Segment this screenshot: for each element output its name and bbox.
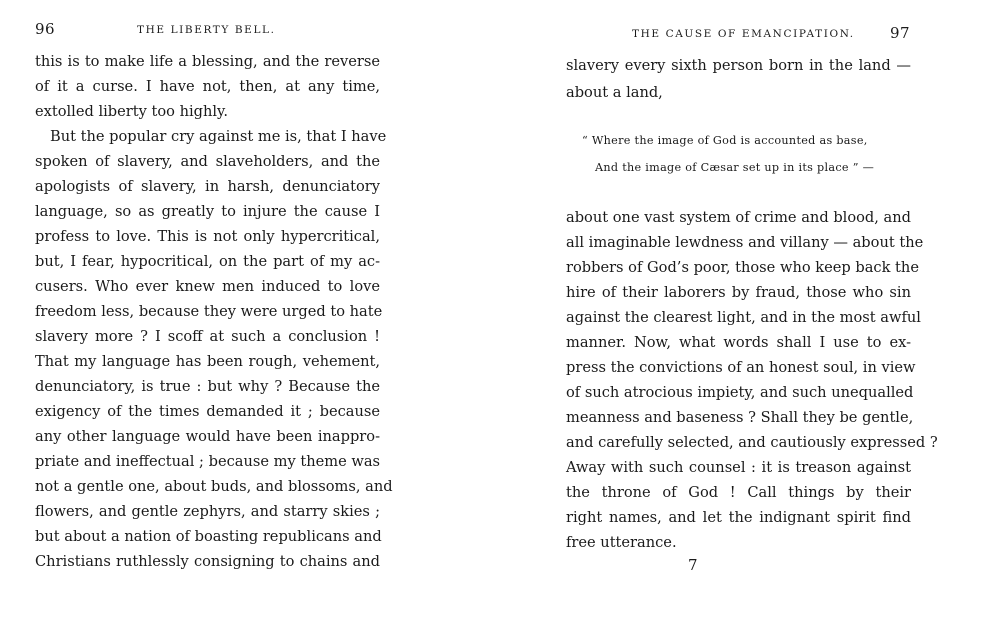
text-line: of it a curse. I have not, then, at any time, (35, 78, 380, 95)
text-line: not a gentle one, about buds, and blossoms, and (35, 478, 393, 495)
text-line: but about a nation of boasting republicans and (35, 528, 382, 545)
text-line: extolled liberty too highly. (35, 103, 229, 120)
left-running-head: THE LIBERTY BELL. (137, 24, 276, 36)
text-line: That my language has been rough, vehement, (35, 353, 380, 370)
text-line: apologists of slavery, in harsh, denunciatory (35, 178, 380, 195)
text-line: any other language would have been inappro- (35, 428, 380, 445)
text-line: this is to make life a blessing, and the reverse (35, 53, 380, 70)
right-text-top (566, 56, 911, 116)
text-line: freedom less, because they were urged to hate (35, 303, 383, 320)
text-line: all imaginable lewdness and villany — about the (566, 234, 924, 251)
text-line: Christians ruthlessly consigning to chains and (35, 553, 380, 570)
right-text-bottom (566, 208, 938, 558)
text-line: language, so as greatly to injure the cause I (35, 203, 380, 220)
text-line: priate and ineffectual ; because my theme was (35, 453, 381, 470)
left-text-block (35, 52, 393, 582)
text-line: manner. Now, what words shall I use to ex- (566, 334, 911, 351)
text-line: against the clearest light, and in the most awful (566, 309, 921, 326)
text-line: press the convictions of an honest soul, in view (566, 359, 916, 376)
quote-line: “ Where the image of God is accounted as base, (582, 134, 868, 147)
signature-mark: 7 (688, 556, 698, 574)
text-line: right names, and let the indignant spirit find (566, 509, 911, 526)
text-line: free utterance. (566, 534, 677, 551)
text-line: denunciatory, is true : but why ? Because the (35, 378, 380, 395)
text-line: slavery every sixth person born in the land — (566, 57, 911, 74)
text-line: robbers of God’s poor, those who keep back the (566, 259, 919, 276)
text-line: about a land, (566, 84, 663, 101)
text-line: exigency of the times demanded it ; because (35, 403, 380, 420)
right-running-head: THE CAUSE OF EMANCIPATION. (632, 28, 855, 40)
text-line: Away with such counsel : it is treason against (566, 459, 911, 476)
text-line: meanness and baseness ? Shall they be gentle, (566, 409, 914, 426)
text-line: about one vast system of crime and blood, and (566, 209, 911, 226)
text-line: the throne of God ! Call things by their (566, 484, 911, 501)
text-line: cusers. Who ever knew men induced to love (35, 278, 380, 295)
quote-line: And the image of Cæsar set up in its place ” — (595, 161, 875, 174)
text-line: profess to love. This is not only hypercritical, (35, 228, 380, 245)
text-line: slavery more ? I scoff at such a conclusion ! (35, 328, 380, 345)
text-line: and carefully selected, and cautiously expressed ? (566, 434, 938, 451)
text-line: But the popular cry against me is, that I have (50, 128, 387, 145)
right-page (500, 0, 1000, 631)
text-line: spoken of slavery, and slaveholders, and the (35, 153, 380, 170)
text-line: hire of their laborers by fraud, those who sin (566, 284, 911, 301)
text-line: of such atrocious impiety, and such unequalled (566, 384, 914, 401)
text-line: flowers, and gentle zephyrs, and starry skies ; (35, 503, 380, 520)
text-line: but, I fear, hypocritical, on the part of my ac- (35, 253, 380, 270)
right-page-number: 97 (890, 24, 911, 42)
left-page-number: 96 (35, 20, 56, 38)
